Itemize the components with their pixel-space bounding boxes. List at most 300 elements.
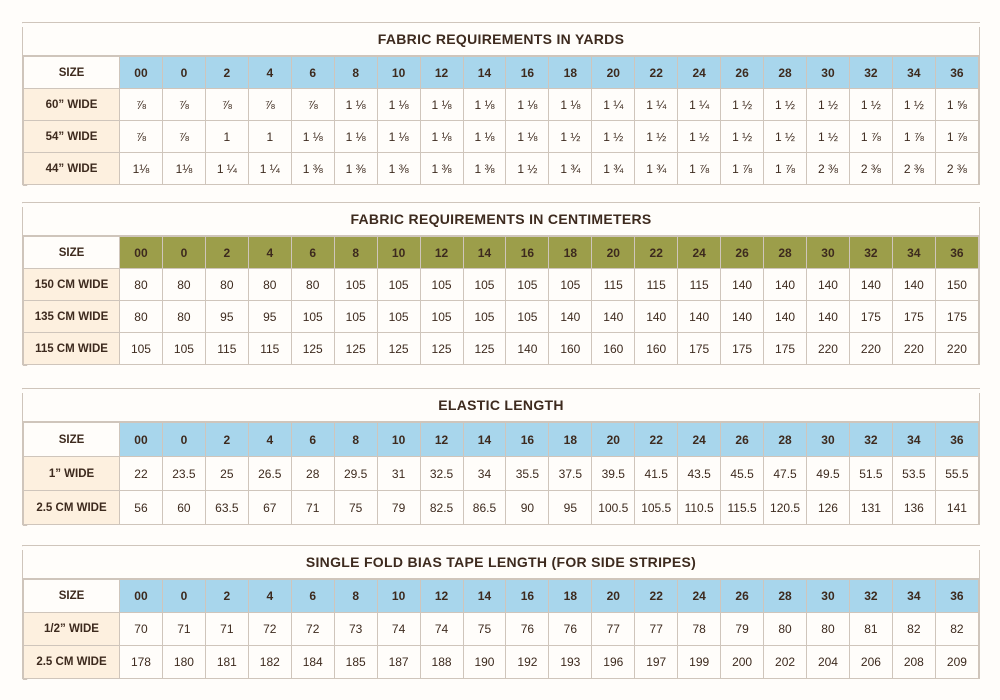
table-cell: 90 — [506, 491, 549, 525]
elastic-table — [23, 422, 979, 525]
table-row — [24, 491, 979, 525]
size-header-cell: 10 — [377, 423, 420, 457]
size-header-cell: 34 — [892, 57, 935, 89]
table-cell: 1 ⅛ — [463, 89, 506, 121]
size-header-row — [24, 57, 979, 89]
table-cell: 206 — [849, 646, 892, 679]
size-header-cell: 14 — [463, 57, 506, 89]
table-cell: 1 ⅛ — [377, 121, 420, 153]
size-header-cell: 6 — [291, 57, 334, 89]
table-cell: 175 — [892, 301, 935, 333]
table-cell: 80 — [120, 301, 163, 333]
table-cell: 74 — [377, 613, 420, 646]
table-cell: 105 — [506, 269, 549, 301]
table-cell: 220 — [807, 333, 850, 365]
size-header-cell: 14 — [463, 237, 506, 269]
size-header-cell: 34 — [892, 580, 935, 613]
size-header-cell: 26 — [721, 237, 764, 269]
table-cell: 175 — [764, 333, 807, 365]
table-cell: 1 ½ — [592, 121, 635, 153]
size-header-cell: 28 — [764, 57, 807, 89]
table-cell: 209 — [935, 646, 978, 679]
row-label: 1/2” WIDE — [24, 613, 120, 646]
size-header-cell: 2 — [205, 580, 248, 613]
size-header-cell: 0 — [162, 237, 205, 269]
table-cell: 1 ⅞ — [721, 153, 764, 185]
table-row — [24, 646, 979, 679]
size-header-cell: 0 — [162, 580, 205, 613]
table-cell: 188 — [420, 646, 463, 679]
table-cell: 140 — [635, 301, 678, 333]
yards-section — [22, 22, 980, 186]
size-header-cell: 00 — [120, 237, 163, 269]
size-header-cell: 6 — [291, 423, 334, 457]
table-cell: 37.5 — [549, 457, 592, 491]
size-header-cell: 20 — [592, 57, 635, 89]
table-cell: 120.5 — [764, 491, 807, 525]
table-cell: 197 — [635, 646, 678, 679]
size-header-cell: 0 — [162, 57, 205, 89]
row-label: 1” WIDE — [24, 457, 120, 491]
size-header-cell: 22 — [635, 423, 678, 457]
table-cell: 1 ⅛ — [377, 89, 420, 121]
size-header-cell: 10 — [377, 57, 420, 89]
table-cell: 105 — [162, 333, 205, 365]
table-cell: 125 — [420, 333, 463, 365]
table-cell: 125 — [463, 333, 506, 365]
centimeters-table — [23, 236, 979, 365]
size-header-label: SIZE — [24, 57, 120, 89]
table-cell: 80 — [764, 613, 807, 646]
table-cell: 73 — [334, 613, 377, 646]
table-cell: 192 — [506, 646, 549, 679]
table-cell: 115 — [248, 333, 291, 365]
size-header-cell: 24 — [678, 580, 721, 613]
table-cell: 125 — [291, 333, 334, 365]
table-cell: 220 — [892, 333, 935, 365]
table-cell: 55.5 — [935, 457, 978, 491]
table-cell: 1 ½ — [764, 121, 807, 153]
table-cell: 160 — [549, 333, 592, 365]
table-cell: 105 — [506, 301, 549, 333]
table-cell: 95 — [248, 301, 291, 333]
size-header-cell: 12 — [420, 237, 463, 269]
table-cell: 1 ¼ — [678, 89, 721, 121]
table-cell: 1 ⅛ — [420, 89, 463, 121]
table-cell: ⅞ — [162, 121, 205, 153]
size-header-cell: 32 — [849, 423, 892, 457]
section-title: FABRIC REQUIREMENTS IN YARDS — [23, 23, 979, 56]
size-header-cell: 18 — [549, 423, 592, 457]
table-cell: 1 ¾ — [549, 153, 592, 185]
table-cell: 193 — [549, 646, 592, 679]
table-cell: 75 — [463, 613, 506, 646]
bias-tape-table — [23, 579, 979, 679]
size-header-cell: 20 — [592, 237, 635, 269]
table-cell: 1 ¼ — [248, 153, 291, 185]
table-cell: 1 ⅞ — [849, 121, 892, 153]
bias-tape-section — [22, 545, 980, 680]
table-cell: 1 ½ — [678, 121, 721, 153]
table-cell: 29.5 — [334, 457, 377, 491]
size-header-cell: 34 — [892, 237, 935, 269]
size-header-cell: 30 — [807, 580, 850, 613]
table-cell: 41.5 — [635, 457, 678, 491]
table-row — [24, 333, 979, 365]
section-title: SINGLE FOLD BIAS TAPE LENGTH (FOR SIDE STRIPES) — [23, 546, 979, 579]
table-cell: 95 — [205, 301, 248, 333]
size-header-cell: 34 — [892, 423, 935, 457]
table-cell: 140 — [549, 301, 592, 333]
table-cell: 1 ⅛ — [291, 121, 334, 153]
table-cell: 1 ⅝ — [935, 89, 978, 121]
row-label: 60” WIDE — [24, 89, 120, 121]
table-cell: 77 — [592, 613, 635, 646]
table-cell: 187 — [377, 646, 420, 679]
size-header-cell: 2 — [205, 237, 248, 269]
table-cell: 1 ⅞ — [892, 121, 935, 153]
row-label: 115 CM WIDE — [24, 333, 120, 365]
table-cell: 175 — [721, 333, 764, 365]
size-header-cell: 16 — [506, 580, 549, 613]
table-cell: ⅞ — [248, 89, 291, 121]
table-cell: 1 ½ — [635, 121, 678, 153]
table-cell: 200 — [721, 646, 764, 679]
table-row — [24, 153, 979, 185]
table-cell: 74 — [420, 613, 463, 646]
table-cell: 79 — [721, 613, 764, 646]
size-header-cell: 00 — [120, 580, 163, 613]
table-cell: 204 — [807, 646, 850, 679]
table-cell: 125 — [334, 333, 377, 365]
table-cell: 140 — [807, 301, 850, 333]
table-cell: 1⅛ — [162, 153, 205, 185]
table-row — [24, 457, 979, 491]
table-row — [24, 269, 979, 301]
table-cell: 175 — [935, 301, 978, 333]
size-header-cell: 16 — [506, 237, 549, 269]
size-header-cell: 14 — [463, 423, 506, 457]
table-cell: 23.5 — [162, 457, 205, 491]
table-cell: 70 — [120, 613, 163, 646]
table-cell: 72 — [291, 613, 334, 646]
table-cell: 1 ⅛ — [506, 89, 549, 121]
table-cell: 75 — [334, 491, 377, 525]
table-cell: 60 — [162, 491, 205, 525]
size-header-cell: 28 — [764, 580, 807, 613]
table-cell: 141 — [935, 491, 978, 525]
table-cell: 115 — [205, 333, 248, 365]
table-cell: 115.5 — [721, 491, 764, 525]
size-header-cell: 30 — [807, 237, 850, 269]
table-cell: 105 — [463, 269, 506, 301]
table-cell: 220 — [849, 333, 892, 365]
table-cell: 105 — [334, 269, 377, 301]
table-cell: 1 ⅛ — [334, 89, 377, 121]
table-cell: 2 ⅜ — [892, 153, 935, 185]
table-cell: 160 — [592, 333, 635, 365]
table-cell: 180 — [162, 646, 205, 679]
section-title: ELASTIC LENGTH — [23, 389, 979, 422]
size-header-cell: 26 — [721, 423, 764, 457]
table-cell: 49.5 — [807, 457, 850, 491]
table-cell: 110.5 — [678, 491, 721, 525]
table-cell: 63.5 — [205, 491, 248, 525]
table-cell: 115 — [635, 269, 678, 301]
table-cell: 1⅛ — [120, 153, 163, 185]
table-cell: 1 ¼ — [205, 153, 248, 185]
table-cell: 140 — [678, 301, 721, 333]
table-cell: 1 — [205, 121, 248, 153]
size-header-cell: 22 — [635, 57, 678, 89]
table-cell: 79 — [377, 491, 420, 525]
table-cell: 45.5 — [721, 457, 764, 491]
size-header-row — [24, 237, 979, 269]
table-cell: ⅞ — [205, 89, 248, 121]
row-label: 44” WIDE — [24, 153, 120, 185]
table-cell: 80 — [291, 269, 334, 301]
table-cell: 105 — [420, 301, 463, 333]
table-cell: 105 — [549, 269, 592, 301]
table-cell: 140 — [721, 301, 764, 333]
table-cell: 1 ½ — [892, 89, 935, 121]
size-header-cell: 24 — [678, 423, 721, 457]
table-cell: 1 ⅛ — [549, 89, 592, 121]
table-cell: 80 — [162, 301, 205, 333]
size-header-row — [24, 423, 979, 457]
size-header-cell: 12 — [420, 57, 463, 89]
table-cell: 1 — [248, 121, 291, 153]
size-header-label: SIZE — [24, 423, 120, 457]
table-cell: 175 — [849, 301, 892, 333]
table-cell: 182 — [248, 646, 291, 679]
size-header-cell: 24 — [678, 237, 721, 269]
size-header-cell: 16 — [506, 423, 549, 457]
table-cell: 34 — [463, 457, 506, 491]
table-cell: 125 — [377, 333, 420, 365]
table-cell: 1 ½ — [506, 153, 549, 185]
table-cell: 43.5 — [678, 457, 721, 491]
table-cell: 1 ⅛ — [334, 121, 377, 153]
table-cell: 51.5 — [849, 457, 892, 491]
table-cell: 115 — [592, 269, 635, 301]
table-cell: 105 — [334, 301, 377, 333]
table-cell: 105 — [120, 333, 163, 365]
table-cell: 140 — [721, 269, 764, 301]
size-header-cell: 36 — [935, 423, 978, 457]
table-cell: 105.5 — [635, 491, 678, 525]
size-header-cell: 18 — [549, 580, 592, 613]
size-header-cell: 8 — [334, 423, 377, 457]
table-cell: 67 — [248, 491, 291, 525]
table-cell: 53.5 — [892, 457, 935, 491]
table-cell: 140 — [506, 333, 549, 365]
size-header-cell: 30 — [807, 423, 850, 457]
table-cell: 1 ½ — [549, 121, 592, 153]
table-cell: 76 — [549, 613, 592, 646]
table-cell: 56 — [120, 491, 163, 525]
table-cell: 1 ¾ — [592, 153, 635, 185]
table-cell: 1 ½ — [721, 89, 764, 121]
table-cell: 2 ⅜ — [807, 153, 850, 185]
table-cell: 35.5 — [506, 457, 549, 491]
table-cell: 32.5 — [420, 457, 463, 491]
table-cell: 1 ⅛ — [506, 121, 549, 153]
size-header-cell: 10 — [377, 580, 420, 613]
table-cell: 105 — [291, 301, 334, 333]
size-header-cell: 28 — [764, 423, 807, 457]
size-header-label: SIZE — [24, 580, 120, 613]
size-header-cell: 20 — [592, 423, 635, 457]
size-header-cell: 22 — [635, 237, 678, 269]
table-cell: 80 — [120, 269, 163, 301]
table-cell: 81 — [849, 613, 892, 646]
size-header-cell: 20 — [592, 580, 635, 613]
size-header-cell: 12 — [420, 423, 463, 457]
table-cell: 1 ¼ — [592, 89, 635, 121]
table-cell: 77 — [635, 613, 678, 646]
table-cell: 1 ½ — [807, 89, 850, 121]
table-cell: 71 — [291, 491, 334, 525]
table-row — [24, 89, 979, 121]
table-cell: 2 ⅜ — [849, 153, 892, 185]
table-cell: 140 — [807, 269, 850, 301]
size-header-cell: 22 — [635, 580, 678, 613]
table-cell: 76 — [506, 613, 549, 646]
table-cell: ⅞ — [120, 121, 163, 153]
table-cell: 140 — [592, 301, 635, 333]
size-header-cell: 4 — [248, 423, 291, 457]
table-cell: 71 — [205, 613, 248, 646]
table-cell: 95 — [549, 491, 592, 525]
centimeters-section — [22, 202, 980, 366]
table-cell: 82 — [892, 613, 935, 646]
table-cell: 131 — [849, 491, 892, 525]
size-header-cell: 4 — [248, 57, 291, 89]
elastic-section — [22, 388, 980, 526]
size-header-cell: 18 — [549, 57, 592, 89]
table-cell: 1 ⅜ — [291, 153, 334, 185]
size-header-row — [24, 580, 979, 613]
table-cell: 86.5 — [463, 491, 506, 525]
table-cell: 71 — [162, 613, 205, 646]
size-header-cell: 30 — [807, 57, 850, 89]
size-header-cell: 28 — [764, 237, 807, 269]
table-cell: 208 — [892, 646, 935, 679]
size-header-cell: 32 — [849, 580, 892, 613]
table-row — [24, 121, 979, 153]
table-cell: 26.5 — [248, 457, 291, 491]
table-cell: 1 ½ — [764, 89, 807, 121]
table-cell: 80 — [807, 613, 850, 646]
row-label: 150 CM WIDE — [24, 269, 120, 301]
table-cell: 140 — [849, 269, 892, 301]
table-row — [24, 613, 979, 646]
table-cell: 105 — [377, 269, 420, 301]
table-cell: 1 ⅞ — [764, 153, 807, 185]
table-cell: 1 ⅜ — [377, 153, 420, 185]
row-label: 54” WIDE — [24, 121, 120, 153]
table-cell: 82.5 — [420, 491, 463, 525]
table-cell: 1 ⅞ — [678, 153, 721, 185]
table-cell: 82 — [935, 613, 978, 646]
table-cell: ⅞ — [291, 89, 334, 121]
table-cell: 47.5 — [764, 457, 807, 491]
size-header-cell: 8 — [334, 580, 377, 613]
table-cell: 39.5 — [592, 457, 635, 491]
table-cell: 1 ¼ — [635, 89, 678, 121]
table-cell: 80 — [162, 269, 205, 301]
table-cell: 78 — [678, 613, 721, 646]
size-header-cell: 36 — [935, 237, 978, 269]
size-header-cell: 26 — [721, 580, 764, 613]
size-header-cell: 4 — [248, 237, 291, 269]
size-header-cell: 6 — [291, 237, 334, 269]
size-header-cell: 14 — [463, 580, 506, 613]
size-header-cell: 00 — [120, 423, 163, 457]
table-cell: 1 ½ — [849, 89, 892, 121]
table-cell: 1 ⅛ — [420, 121, 463, 153]
size-header-cell: 0 — [162, 423, 205, 457]
table-cell: 80 — [205, 269, 248, 301]
table-cell: 31 — [377, 457, 420, 491]
size-header-cell: 10 — [377, 237, 420, 269]
size-header-cell: 2 — [205, 57, 248, 89]
table-cell: 1 ⅜ — [334, 153, 377, 185]
size-header-cell: 24 — [678, 57, 721, 89]
size-header-cell: 2 — [205, 423, 248, 457]
table-cell: 140 — [764, 269, 807, 301]
table-cell: 136 — [892, 491, 935, 525]
table-cell: 1 ½ — [721, 121, 764, 153]
size-header-label: SIZE — [24, 237, 120, 269]
table-row — [24, 301, 979, 333]
table-cell: 28 — [291, 457, 334, 491]
table-cell: 115 — [678, 269, 721, 301]
table-cell: 185 — [334, 646, 377, 679]
table-cell: 105 — [463, 301, 506, 333]
size-header-cell: 8 — [334, 237, 377, 269]
table-cell: 25 — [205, 457, 248, 491]
size-header-cell: 32 — [849, 57, 892, 89]
table-cell: 1 ½ — [807, 121, 850, 153]
table-cell: 140 — [764, 301, 807, 333]
size-header-cell: 16 — [506, 57, 549, 89]
table-cell: 184 — [291, 646, 334, 679]
size-header-cell: 26 — [721, 57, 764, 89]
size-header-cell: 18 — [549, 237, 592, 269]
table-cell: 126 — [807, 491, 850, 525]
row-label: 2.5 CM WIDE — [24, 491, 120, 525]
table-cell: 1 ⅜ — [420, 153, 463, 185]
table-cell: 181 — [205, 646, 248, 679]
table-cell: 22 — [120, 457, 163, 491]
table-cell: 1 ⅞ — [935, 121, 978, 153]
row-label: 2.5 CM WIDE — [24, 646, 120, 679]
table-cell: 105 — [420, 269, 463, 301]
table-cell: 105 — [377, 301, 420, 333]
table-cell: 190 — [463, 646, 506, 679]
table-cell: 202 — [764, 646, 807, 679]
table-cell: 178 — [120, 646, 163, 679]
row-label: 135 CM WIDE — [24, 301, 120, 333]
table-cell: ⅞ — [162, 89, 205, 121]
table-cell: 150 — [935, 269, 978, 301]
table-cell: 100.5 — [592, 491, 635, 525]
size-header-cell: 36 — [935, 580, 978, 613]
table-cell: 140 — [892, 269, 935, 301]
table-cell: 1 ⅛ — [463, 121, 506, 153]
